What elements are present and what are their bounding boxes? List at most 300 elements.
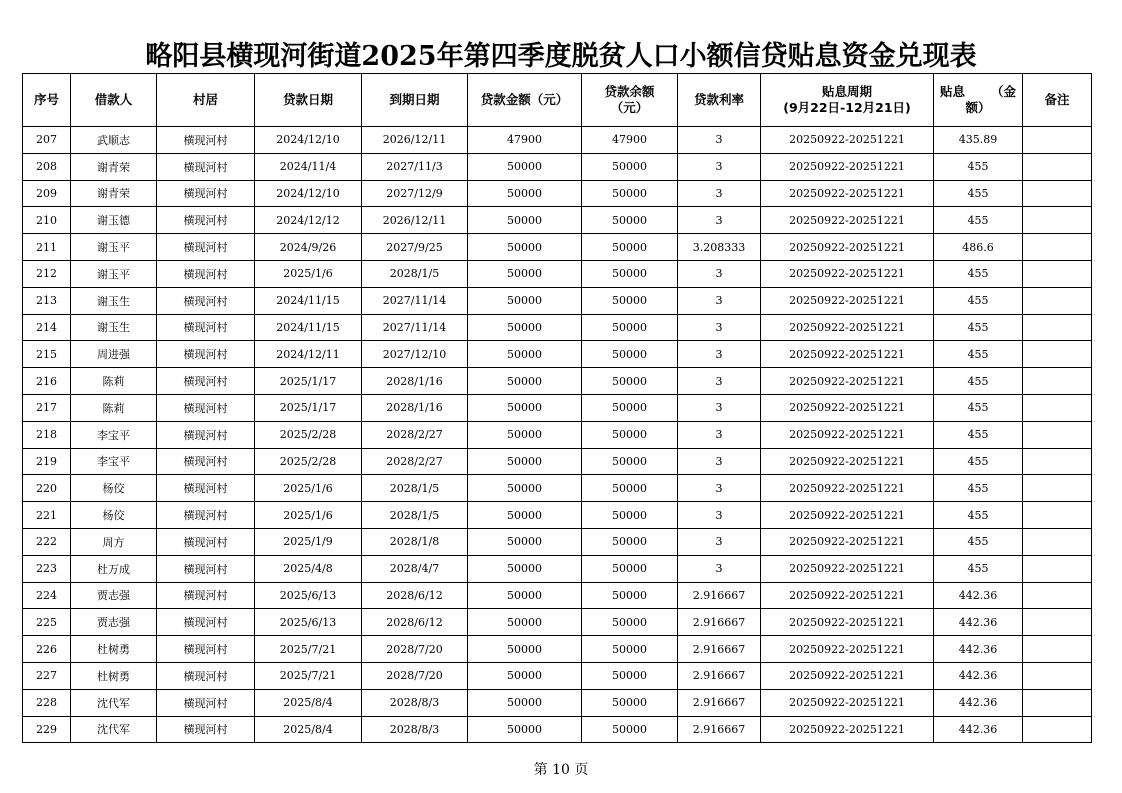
- cell-loan-amount: 50000: [468, 502, 582, 529]
- cell-borrower: 谢玉生: [71, 287, 157, 314]
- cell-borrower: 陈莉: [71, 368, 157, 395]
- cell-rate: 3: [678, 475, 761, 502]
- header-subsidy-line2: 额）: [965, 100, 991, 115]
- cell-index: 214: [23, 314, 71, 341]
- cell-village: 横现河村: [157, 153, 255, 180]
- cell-balance: 50000: [582, 314, 678, 341]
- cell-subsidy: 442.36: [934, 609, 1023, 636]
- cell-balance: 50000: [582, 662, 678, 689]
- cell-village: 横现河村: [157, 475, 255, 502]
- cell-rate: 2.916667: [678, 662, 761, 689]
- cell-balance: 50000: [582, 528, 678, 555]
- cell-village: 横现河村: [157, 180, 255, 207]
- cell-rate: 3: [678, 528, 761, 555]
- cell-subsidy: 455: [934, 287, 1023, 314]
- cell-rate: 3: [678, 180, 761, 207]
- cell-remark: [1023, 180, 1092, 207]
- cell-index: 217: [23, 394, 71, 421]
- cell-period: 20250922-20251221: [761, 287, 934, 314]
- cell-index: 229: [23, 716, 71, 743]
- cell-loan-date: 2024/11/15: [255, 314, 362, 341]
- cell-borrower: 陈莉: [71, 394, 157, 421]
- cell-period: 20250922-20251221: [761, 716, 934, 743]
- cell-loan-amount: 50000: [468, 234, 582, 261]
- table-row: [23, 421, 1092, 448]
- cell-period: 20250922-20251221: [761, 636, 934, 663]
- cell-loan-date: 2024/12/10: [255, 180, 362, 207]
- cell-village: 横现河村: [157, 448, 255, 475]
- cell-subsidy: 486.6: [934, 234, 1023, 261]
- cell-balance: 50000: [582, 234, 678, 261]
- cell-loan-amount: 50000: [468, 528, 582, 555]
- table-body: [23, 127, 1092, 743]
- cell-remark: [1023, 153, 1092, 180]
- cell-index: 211: [23, 234, 71, 261]
- cell-index: 221: [23, 502, 71, 529]
- cell-balance: 50000: [582, 368, 678, 395]
- cell-index: 227: [23, 662, 71, 689]
- header-borrower: 借款人: [71, 74, 157, 127]
- cell-rate: 3: [678, 555, 761, 582]
- header-remark: 备注: [1023, 74, 1092, 127]
- cell-village: 横现河村: [157, 716, 255, 743]
- table-row: [23, 502, 1092, 529]
- cell-subsidy: 455: [934, 475, 1023, 502]
- cell-due-date: 2026/12/11: [362, 207, 468, 234]
- cell-period: 20250922-20251221: [761, 207, 934, 234]
- cell-subsidy: 455: [934, 341, 1023, 368]
- cell-remark: [1023, 127, 1092, 154]
- cell-village: 横现河村: [157, 582, 255, 609]
- cell-rate: 3: [678, 127, 761, 154]
- cell-due-date: 2028/1/8: [362, 528, 468, 555]
- table-row: [23, 153, 1092, 180]
- cell-period: 20250922-20251221: [761, 609, 934, 636]
- cell-balance: 50000: [582, 475, 678, 502]
- cell-rate: 2.916667: [678, 689, 761, 716]
- cell-loan-amount: 50000: [468, 609, 582, 636]
- cell-period: 20250922-20251221: [761, 555, 934, 582]
- footer-prefix: 第: [533, 762, 548, 778]
- cell-period: 20250922-20251221: [761, 260, 934, 287]
- table-row: [23, 260, 1092, 287]
- cell-borrower: 周方: [71, 528, 157, 555]
- cell-loan-date: 2025/2/28: [255, 448, 362, 475]
- cell-index: 207: [23, 127, 71, 154]
- cell-village: 横现河村: [157, 421, 255, 448]
- cell-subsidy: 455: [934, 528, 1023, 555]
- header-rate: 贷款利率: [678, 74, 761, 127]
- cell-borrower: 谢玉平: [71, 260, 157, 287]
- cell-borrower: 沈代军: [71, 689, 157, 716]
- cell-rate: 2.916667: [678, 636, 761, 663]
- cell-balance: 50000: [582, 394, 678, 421]
- cell-remark: [1023, 582, 1092, 609]
- table-row: [23, 636, 1092, 663]
- cell-loan-amount: 50000: [468, 421, 582, 448]
- cell-village: 横现河村: [157, 689, 255, 716]
- cell-remark: [1023, 716, 1092, 743]
- cell-loan-date: 2024/9/26: [255, 234, 362, 261]
- cell-balance: 50000: [582, 609, 678, 636]
- cell-village: 横现河村: [157, 502, 255, 529]
- table-row: [23, 448, 1092, 475]
- cell-index: 222: [23, 528, 71, 555]
- table-row: [23, 582, 1092, 609]
- cell-index: 218: [23, 421, 71, 448]
- cell-rate: 2.916667: [678, 582, 761, 609]
- table-row: [23, 341, 1092, 368]
- cell-remark: [1023, 689, 1092, 716]
- cell-subsidy: 455: [934, 207, 1023, 234]
- cell-period: 20250922-20251221: [761, 341, 934, 368]
- cell-borrower: 贾志强: [71, 582, 157, 609]
- cell-due-date: 2028/7/20: [362, 636, 468, 663]
- cell-rate: 3: [678, 421, 761, 448]
- cell-subsidy: 455: [934, 394, 1023, 421]
- cell-village: 横现河村: [157, 260, 255, 287]
- cell-remark: [1023, 636, 1092, 663]
- table-row: [23, 287, 1092, 314]
- cell-due-date: 2028/6/12: [362, 582, 468, 609]
- cell-remark: [1023, 260, 1092, 287]
- cell-subsidy: 442.36: [934, 662, 1023, 689]
- page-number: 10: [552, 762, 570, 778]
- cell-period: 20250922-20251221: [761, 448, 934, 475]
- cell-loan-amount: 50000: [468, 394, 582, 421]
- header-balance: [582, 74, 678, 127]
- cell-subsidy: 455: [934, 448, 1023, 475]
- cell-due-date: 2027/12/10: [362, 341, 468, 368]
- cell-rate: 3: [678, 314, 761, 341]
- cell-loan-amount: 50000: [468, 716, 582, 743]
- table-row: [23, 716, 1092, 743]
- header-subsidy: [934, 74, 1023, 127]
- cell-remark: [1023, 368, 1092, 395]
- cell-due-date: 2028/2/27: [362, 421, 468, 448]
- cell-village: 横现河村: [157, 314, 255, 341]
- table-row: [23, 180, 1092, 207]
- cell-borrower: 李宝平: [71, 421, 157, 448]
- cell-village: 横现河村: [157, 127, 255, 154]
- cell-rate: 2.916667: [678, 609, 761, 636]
- header-due-date: 到期日期: [362, 74, 468, 127]
- cell-subsidy: 455: [934, 421, 1023, 448]
- cell-rate: 3: [678, 394, 761, 421]
- cell-due-date: 2028/1/5: [362, 475, 468, 502]
- cell-loan-amount: 47900: [468, 127, 582, 154]
- table-row: [23, 394, 1092, 421]
- cell-borrower: 谢青荣: [71, 180, 157, 207]
- cell-loan-amount: 50000: [468, 555, 582, 582]
- table-row: [23, 555, 1092, 582]
- header-loan-amount: 贷款金额（元）: [468, 74, 582, 127]
- cell-loan-date: 2025/4/8: [255, 555, 362, 582]
- cell-subsidy: 455: [934, 502, 1023, 529]
- cell-borrower: 贾志强: [71, 609, 157, 636]
- cell-loan-amount: 50000: [468, 475, 582, 502]
- cell-loan-amount: 50000: [468, 636, 582, 663]
- header-period-line2: (9月22日-12月21日): [783, 100, 911, 115]
- cell-borrower: 杨佼: [71, 475, 157, 502]
- cell-index: 208: [23, 153, 71, 180]
- cell-balance: 50000: [582, 582, 678, 609]
- cell-rate: 3: [678, 341, 761, 368]
- cell-loan-date: 2025/2/28: [255, 421, 362, 448]
- cell-due-date: 2028/1/16: [362, 394, 468, 421]
- cell-loan-date: 2024/11/4: [255, 153, 362, 180]
- cell-period: 20250922-20251221: [761, 582, 934, 609]
- cell-period: 20250922-20251221: [761, 234, 934, 261]
- header-period-line1: 贴息周期: [821, 84, 872, 99]
- cell-period: 20250922-20251221: [761, 502, 934, 529]
- cell-loan-amount: 50000: [468, 368, 582, 395]
- cell-index: 210: [23, 207, 71, 234]
- header-subsidy-line1: [934, 84, 1022, 100]
- cell-subsidy: 455: [934, 368, 1023, 395]
- cell-remark: [1023, 662, 1092, 689]
- cell-rate: 3: [678, 368, 761, 395]
- cell-borrower: 沈代军: [71, 716, 157, 743]
- cell-village: 横现河村: [157, 341, 255, 368]
- table-row: [23, 368, 1092, 395]
- cell-village: 横现河村: [157, 394, 255, 421]
- cell-rate: 3: [678, 260, 761, 287]
- cell-loan-amount: 50000: [468, 314, 582, 341]
- cell-index: 216: [23, 368, 71, 395]
- header-balance-line1: 贷款余额: [604, 84, 655, 99]
- cell-loan-amount: 50000: [468, 341, 582, 368]
- cell-due-date: 2027/9/25: [362, 234, 468, 261]
- cell-period: 20250922-20251221: [761, 180, 934, 207]
- cell-due-date: 2028/4/7: [362, 555, 468, 582]
- cell-index: 220: [23, 475, 71, 502]
- cell-balance: 50000: [582, 716, 678, 743]
- cell-village: 横现河村: [157, 528, 255, 555]
- cell-loan-date: 2025/1/6: [255, 475, 362, 502]
- cell-period: 20250922-20251221: [761, 153, 934, 180]
- cell-index: 224: [23, 582, 71, 609]
- cell-loan-date: 2024/12/12: [255, 207, 362, 234]
- cell-remark: [1023, 475, 1092, 502]
- cell-remark: [1023, 555, 1092, 582]
- cell-loan-amount: 50000: [468, 662, 582, 689]
- table-row: [23, 314, 1092, 341]
- cell-subsidy: 442.36: [934, 582, 1023, 609]
- cell-remark: [1023, 502, 1092, 529]
- table-header: [23, 74, 1092, 127]
- cell-rate: 3: [678, 153, 761, 180]
- header-balance-line2: （元）: [610, 100, 649, 115]
- cell-subsidy: 455: [934, 260, 1023, 287]
- cell-balance: 50000: [582, 689, 678, 716]
- cell-borrower: 杜树勇: [71, 636, 157, 663]
- cell-balance: 50000: [582, 153, 678, 180]
- cell-remark: [1023, 234, 1092, 261]
- subsidy-table: [22, 73, 1092, 743]
- cell-loan-date: 2025/8/4: [255, 689, 362, 716]
- cell-village: 横现河村: [157, 234, 255, 261]
- header-index: 序号: [23, 74, 71, 127]
- cell-loan-amount: 50000: [468, 582, 582, 609]
- cell-period: 20250922-20251221: [761, 662, 934, 689]
- cell-balance: 50000: [582, 207, 678, 234]
- cell-index: 223: [23, 555, 71, 582]
- cell-due-date: 2028/1/5: [362, 260, 468, 287]
- cell-due-date: 2028/7/20: [362, 662, 468, 689]
- header-loan-date: 贷款日期: [255, 74, 362, 127]
- cell-village: 横现河村: [157, 555, 255, 582]
- header-subsidy-part-a: 贴息: [940, 84, 966, 99]
- cell-period: 20250922-20251221: [761, 394, 934, 421]
- cell-loan-amount: 50000: [468, 689, 582, 716]
- cell-rate: 3: [678, 207, 761, 234]
- cell-village: 横现河村: [157, 636, 255, 663]
- cell-remark: [1023, 609, 1092, 636]
- header-period: [761, 74, 934, 127]
- cell-due-date: 2028/1/5: [362, 502, 468, 529]
- cell-period: 20250922-20251221: [761, 475, 934, 502]
- header-subsidy-part-b: （金: [990, 84, 1016, 99]
- cell-subsidy: 455: [934, 153, 1023, 180]
- cell-period: 20250922-20251221: [761, 368, 934, 395]
- cell-index: 226: [23, 636, 71, 663]
- cell-village: 横现河村: [157, 368, 255, 395]
- cell-borrower: 杨佼: [71, 502, 157, 529]
- cell-period: 20250922-20251221: [761, 689, 934, 716]
- cell-village: 横现河村: [157, 662, 255, 689]
- cell-subsidy: 455: [934, 555, 1023, 582]
- cell-loan-date: 2025/6/13: [255, 582, 362, 609]
- table-row: [23, 207, 1092, 234]
- cell-loan-date: 2025/1/6: [255, 260, 362, 287]
- cell-balance: 50000: [582, 555, 678, 582]
- cell-due-date: 2027/11/3: [362, 153, 468, 180]
- cell-rate: 2.916667: [678, 716, 761, 743]
- cell-remark: [1023, 341, 1092, 368]
- cell-loan-amount: 50000: [468, 180, 582, 207]
- cell-index: 215: [23, 341, 71, 368]
- cell-loan-date: 2025/1/17: [255, 394, 362, 421]
- cell-loan-amount: 50000: [468, 260, 582, 287]
- cell-loan-amount: 50000: [468, 448, 582, 475]
- cell-loan-date: 2025/6/13: [255, 609, 362, 636]
- cell-remark: [1023, 528, 1092, 555]
- cell-borrower: 谢玉德: [71, 207, 157, 234]
- cell-balance: 47900: [582, 127, 678, 154]
- cell-due-date: 2027/11/14: [362, 287, 468, 314]
- cell-borrower: 武顺志: [71, 127, 157, 154]
- cell-remark: [1023, 421, 1092, 448]
- cell-due-date: 2027/11/14: [362, 314, 468, 341]
- header-row: [23, 74, 1092, 127]
- cell-borrower: 杜万成: [71, 555, 157, 582]
- cell-loan-date: 2025/7/21: [255, 662, 362, 689]
- cell-subsidy: 455: [934, 314, 1023, 341]
- cell-subsidy: 442.36: [934, 689, 1023, 716]
- cell-balance: 50000: [582, 502, 678, 529]
- cell-borrower: 谢玉生: [71, 314, 157, 341]
- cell-index: 225: [23, 609, 71, 636]
- cell-rate: 3: [678, 448, 761, 475]
- cell-loan-date: 2025/7/21: [255, 636, 362, 663]
- cell-borrower: 谢青荣: [71, 153, 157, 180]
- document-title: 略阳县横现河街道2025年第四季度脱贫人口小额信贷贴息资金兑现表: [145, 41, 977, 72]
- cell-loan-date: 2024/11/15: [255, 287, 362, 314]
- cell-period: 20250922-20251221: [761, 314, 934, 341]
- cell-due-date: 2028/2/27: [362, 448, 468, 475]
- cell-rate: 3.208333: [678, 234, 761, 261]
- cell-borrower: 李宝平: [71, 448, 157, 475]
- cell-remark: [1023, 448, 1092, 475]
- cell-balance: 50000: [582, 260, 678, 287]
- cell-loan-date: 2025/1/6: [255, 502, 362, 529]
- cell-loan-date: 2025/1/17: [255, 368, 362, 395]
- cell-subsidy: 455: [934, 180, 1023, 207]
- cell-balance: 50000: [582, 341, 678, 368]
- cell-rate: 3: [678, 502, 761, 529]
- cell-index: 228: [23, 689, 71, 716]
- cell-period: 20250922-20251221: [761, 127, 934, 154]
- cell-period: 20250922-20251221: [761, 528, 934, 555]
- cell-index: 219: [23, 448, 71, 475]
- table-row: [23, 528, 1092, 555]
- cell-borrower: 周进强: [71, 341, 157, 368]
- cell-balance: 50000: [582, 180, 678, 207]
- cell-due-date: 2028/1/16: [362, 368, 468, 395]
- table-row: [23, 662, 1092, 689]
- table-row: [23, 689, 1092, 716]
- cell-balance: 50000: [582, 448, 678, 475]
- cell-loan-date: 2025/8/4: [255, 716, 362, 743]
- cell-index: 213: [23, 287, 71, 314]
- cell-loan-date: 2024/12/10: [255, 127, 362, 154]
- cell-index: 209: [23, 180, 71, 207]
- table-row: [23, 127, 1092, 154]
- cell-balance: 50000: [582, 421, 678, 448]
- header-village: 村居: [157, 74, 255, 127]
- page-footer: [0, 759, 1122, 779]
- table-row: [23, 475, 1092, 502]
- cell-subsidy: 435.89: [934, 127, 1023, 154]
- table-row: [23, 234, 1092, 261]
- cell-balance: 50000: [582, 287, 678, 314]
- cell-subsidy: 442.36: [934, 636, 1023, 663]
- cell-loan-date: 2024/12/11: [255, 341, 362, 368]
- cell-loan-date: 2025/1/9: [255, 528, 362, 555]
- cell-period: 20250922-20251221: [761, 421, 934, 448]
- cell-due-date: 2028/8/3: [362, 716, 468, 743]
- cell-remark: [1023, 287, 1092, 314]
- cell-due-date: 2027/12/9: [362, 180, 468, 207]
- cell-borrower: 谢玉平: [71, 234, 157, 261]
- cell-remark: [1023, 394, 1092, 421]
- cell-village: 横现河村: [157, 287, 255, 314]
- cell-due-date: 2028/6/12: [362, 609, 468, 636]
- cell-village: 横现河村: [157, 609, 255, 636]
- cell-remark: [1023, 207, 1092, 234]
- cell-rate: 3: [678, 287, 761, 314]
- cell-loan-amount: 50000: [468, 287, 582, 314]
- table-row: [23, 609, 1092, 636]
- cell-loan-amount: 50000: [468, 207, 582, 234]
- cell-index: 212: [23, 260, 71, 287]
- cell-due-date: 2028/8/3: [362, 689, 468, 716]
- cell-village: 横现河村: [157, 207, 255, 234]
- cell-remark: [1023, 314, 1092, 341]
- cell-loan-amount: 50000: [468, 153, 582, 180]
- cell-subsidy: 442.36: [934, 716, 1023, 743]
